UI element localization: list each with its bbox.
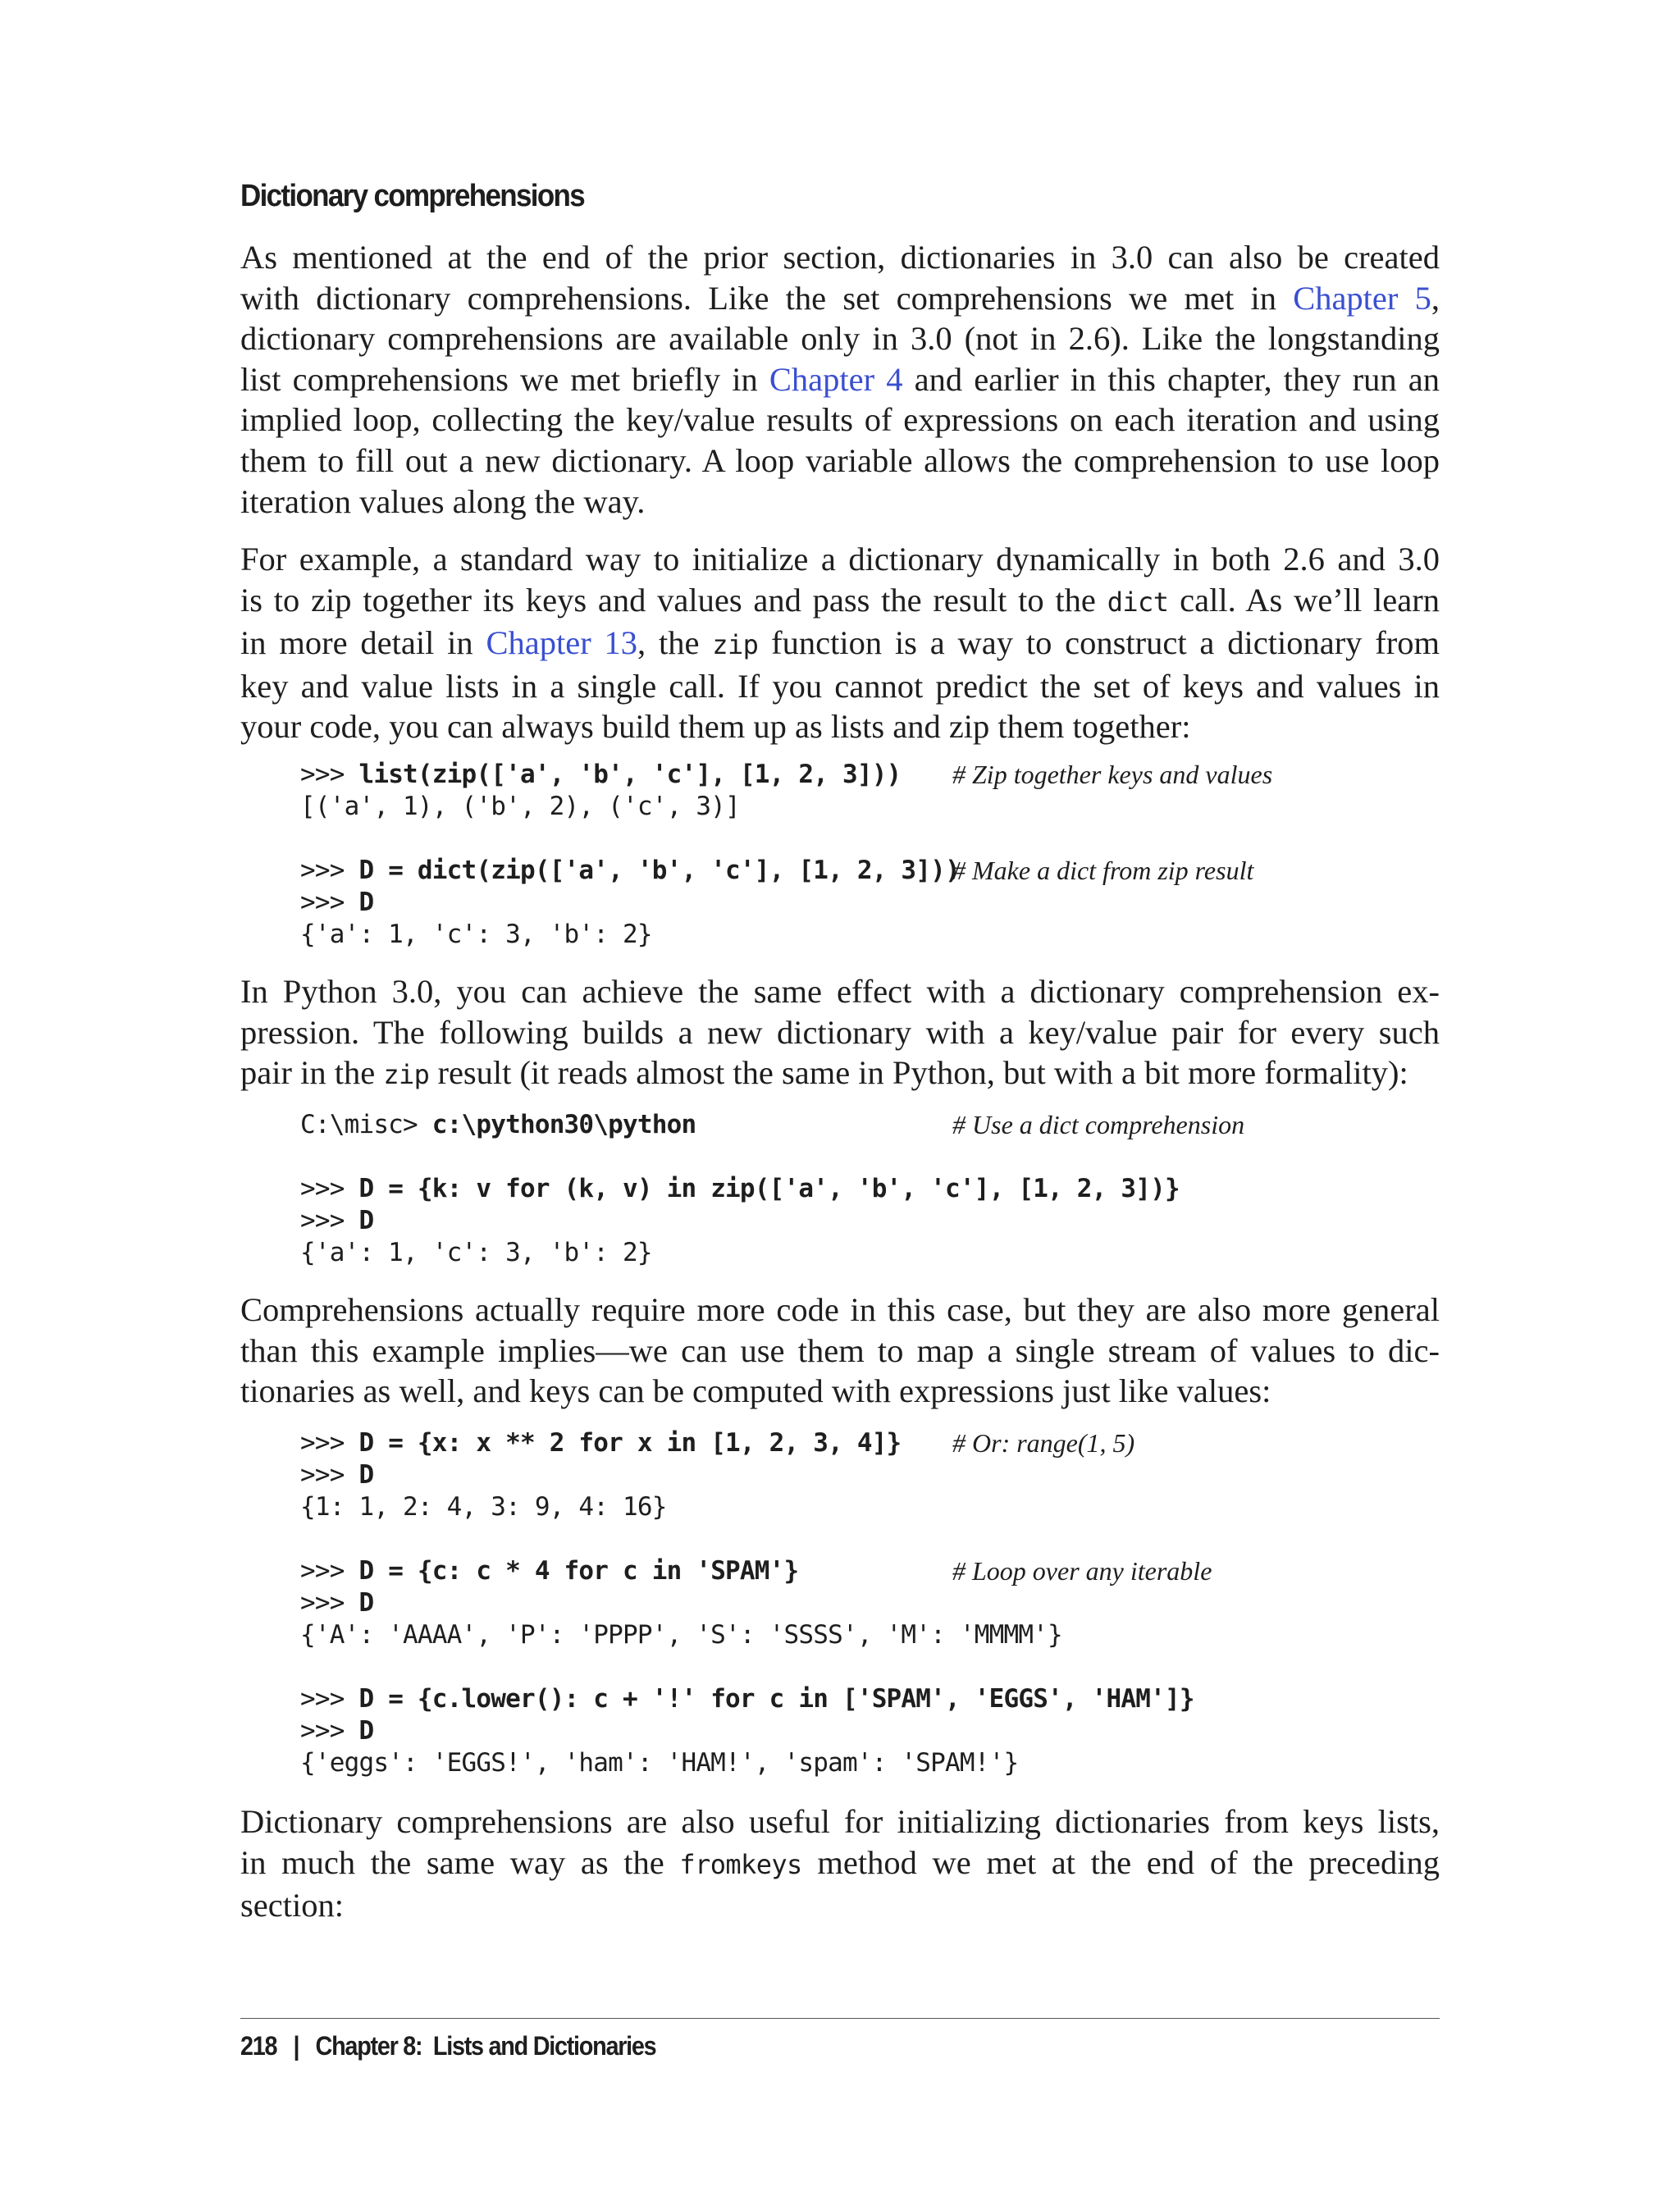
text-run: result (it reads almost the same in Python, but with a bit more formality):: [429, 1054, 1408, 1092]
code-prompt: >>>: [300, 1206, 359, 1235]
code-output-line: [300, 1747, 1194, 1779]
code-input-line: [300, 1683, 1194, 1715]
code-input: D: [358, 1206, 374, 1235]
text-line: [240, 399, 1440, 441]
footer-rule: [240, 2018, 1440, 2019]
text-run: call. As we’ll learn: [1168, 581, 1440, 619]
code-prompt: >>>: [300, 1428, 359, 1458]
code-block-dict-comprehension: [300, 1109, 1245, 1269]
paragraph-general: [240, 1290, 1440, 1412]
text-run: , the: [637, 624, 713, 662]
code-input-line: [300, 1173, 1180, 1205]
paragraph-zip-example: [240, 539, 1440, 747]
text-run: them to fill out a new dictionary. A loop variable allows the comprehension to use loop: [240, 441, 1440, 479]
text-line: [240, 1331, 1440, 1372]
page-footer: [240, 2031, 655, 2061]
text-line: [240, 237, 1440, 278]
text-run: Comprehensions actually require more code in this case, but they are also more general: [240, 1291, 1440, 1328]
code-input: list(zip(['a', 'b', 'c'], [1, 2, 3])): [358, 760, 902, 789]
chapter-link[interactable]: Chapter 5: [1293, 279, 1431, 317]
code-output: {'a': 1, 'c': 3, 'b': 2}: [300, 920, 652, 949]
text-run: in much the same way as the: [240, 1843, 680, 1881]
text-run: In Python 3.0, you can achieve the same effect with a dictionary comprehension ex-: [240, 973, 1440, 1010]
code-output: {1: 1, 2: 4, 3: 9, 4: 16}: [300, 1492, 667, 1522]
text-line: [240, 1371, 1440, 1412]
text-line: [240, 580, 1440, 623]
code-input-line: [300, 759, 1273, 791]
code-input: D = {c.lower(): c + '!' for c in ['SPAM', 'EGGS', 'HAM']}: [358, 1684, 1194, 1714]
code-input-line: [300, 1459, 1194, 1491]
code-input-line: [300, 855, 1254, 887]
code-input-line: [300, 1715, 1194, 1747]
inline-code: zip: [712, 629, 759, 661]
code-block-examples: [300, 1427, 1212, 1779]
text-line: [240, 539, 1440, 580]
code-prompt: >>>: [300, 1716, 359, 1746]
code-input: D: [358, 1716, 374, 1746]
text-run: ,: [1431, 279, 1440, 317]
text-run: your code, you can always build them up as lists and zip them together:: [240, 708, 1191, 746]
code-input-line: [300, 1427, 1194, 1459]
section-heading: Dictionary comprehensions: [240, 179, 585, 213]
code-prompt: >>>: [300, 1174, 359, 1203]
code-input-line: [300, 1109, 1245, 1141]
text-run: key and value lists in a single call. If you cannot predict the set of keys and values in: [240, 667, 1440, 705]
text-run: pair in the: [240, 1054, 384, 1092]
text-line: [240, 1885, 1440, 1926]
page-number: 218: [240, 2031, 277, 2061]
text-run: section:: [240, 1887, 344, 1924]
code-blank-line: [300, 1141, 1180, 1173]
text-line: [240, 1012, 1440, 1053]
code-input: D = {k: v for (k, v) in zip(['a', 'b', 'c'], [1, 2, 3])}: [358, 1174, 1180, 1203]
text-line: [240, 666, 1440, 707]
paragraph-comprehension: [240, 971, 1440, 1096]
inline-code: fromkeys: [679, 1848, 802, 1880]
inline-code: zip: [383, 1059, 430, 1091]
text-run: and earlier in this chapter, they run an: [902, 360, 1440, 398]
code-output: {'a': 1, 'c': 3, 'b': 2}: [300, 1238, 652, 1267]
paragraph-fromkeys: [240, 1801, 1440, 1926]
code-input-line: [300, 887, 960, 919]
code-output-line: [300, 1619, 1194, 1651]
code-comment: # Loop over any iterable: [952, 1556, 1212, 1586]
code-input: D = {c: c * 4 for c in 'SPAM'}: [358, 1556, 799, 1586]
text-line: [240, 1842, 1440, 1886]
footer-separator: |: [293, 2031, 299, 2061]
text-line: [240, 441, 1440, 482]
code-block-zip: [300, 759, 1273, 951]
code-comment: # Or: range(1, 5): [952, 1428, 1135, 1458]
text-run: list comprehensions we met briefly in: [240, 360, 769, 398]
chapter-link[interactable]: Chapter 4: [769, 360, 903, 398]
code-comment: # Zip together keys and values: [952, 760, 1273, 789]
code-blank-line: [300, 1523, 1194, 1555]
paragraph-intro: [240, 237, 1440, 522]
text-run: in more detail in: [240, 624, 486, 662]
code-output-line: [300, 1491, 1194, 1523]
text-line: [240, 706, 1440, 747]
code-input: D: [358, 1588, 374, 1618]
text-run: For example, a standard way to initialize a dictionary dynamically in both 2.6 and 3.0: [240, 541, 1440, 578]
code-prompt: >>>: [300, 1556, 359, 1586]
text-line: [240, 482, 1440, 523]
code-prompt: C:\misc>: [300, 1110, 432, 1139]
code-input-line: [300, 1587, 1194, 1619]
code-output-line: [300, 1237, 1180, 1269]
code-comment: # Use a dict comprehension: [952, 1110, 1245, 1139]
chapter-link[interactable]: Chapter 13: [486, 624, 638, 662]
code-output: {'eggs': 'EGGS!', 'ham': 'HAM!', 'spam': 'SPAM!'}: [300, 1748, 1019, 1778]
text-line: [240, 1801, 1440, 1842]
code-input: D = {x: x ** 2 for x in [1, 2, 3, 4]}: [358, 1428, 902, 1458]
code-comment: # Make a dict from zip result: [952, 856, 1254, 885]
text-line: [240, 1290, 1440, 1331]
code-input: D = dict(zip(['a', 'b', 'c'], [1, 2, 3])): [358, 856, 960, 885]
text-run: function is a way to construct a dictionary from: [758, 624, 1440, 662]
code-blank-line: [300, 1651, 1194, 1683]
text-run: than this example implies—we can use them to map a single stream of values to dic-: [240, 1331, 1440, 1369]
text-run: iteration values along the way.: [240, 482, 646, 520]
code-output-line: [300, 919, 960, 951]
text-run: Dictionary comprehensions are also useful for initializing dictionaries from keys lists,: [240, 1803, 1440, 1840]
code-prompt: >>>: [300, 760, 359, 789]
code-input: c:\python30\python: [431, 1110, 696, 1139]
code-prompt: >>>: [300, 1588, 359, 1618]
inline-code: dict: [1107, 586, 1169, 618]
code-prompt: >>>: [300, 1460, 359, 1490]
code-prompt: >>>: [300, 1684, 359, 1714]
text-run: dictionary comprehensions are available only in 3.0 (not in 2.6). Like the longstanding: [240, 320, 1440, 358]
text-run: with dictionary comprehensions. Like the set comprehensions we met in: [240, 279, 1294, 317]
code-input-line: [300, 1555, 1212, 1587]
code-output: {'A': 'AAAA', 'P': 'PPPP', 'S': 'SSSS', 'M': 'MMMM'}: [300, 1620, 1062, 1650]
text-run: pression. The following builds a new dictionary with a key/value pair for every such: [240, 1013, 1440, 1051]
text-run: implied loop, collecting the key/value results of expressions on each iteration and using: [240, 401, 1440, 439]
text-line: [240, 318, 1440, 359]
text-run: is to zip together its keys and values and pass the result to the: [240, 581, 1107, 619]
code-input: D: [358, 888, 374, 917]
text-run: As mentioned at the end of the prior section, dictionaries in 3.0 can also be created: [240, 239, 1440, 276]
text-line: [240, 359, 1440, 400]
text-line: [240, 623, 1440, 666]
code-input: D: [358, 1460, 374, 1490]
chapter-title: Chapter 8: Lists and Dictionaries: [315, 2031, 656, 2061]
code-prompt: >>>: [300, 888, 359, 917]
text-line: [240, 971, 1440, 1012]
code-prompt: >>>: [300, 856, 359, 885]
code-output-line: [300, 791, 960, 823]
text-run: tionaries as well, and keys can be computed with expressions just like values:: [240, 1372, 1271, 1410]
code-output: [('a', 1), ('b', 2), ('c', 3)]: [300, 792, 740, 821]
text-run: method we met at the end of the preceding: [801, 1843, 1440, 1881]
text-line: [240, 278, 1440, 319]
code-input-line: [300, 1205, 1180, 1237]
code-blank-line: [300, 823, 960, 855]
text-line: [240, 1052, 1440, 1096]
